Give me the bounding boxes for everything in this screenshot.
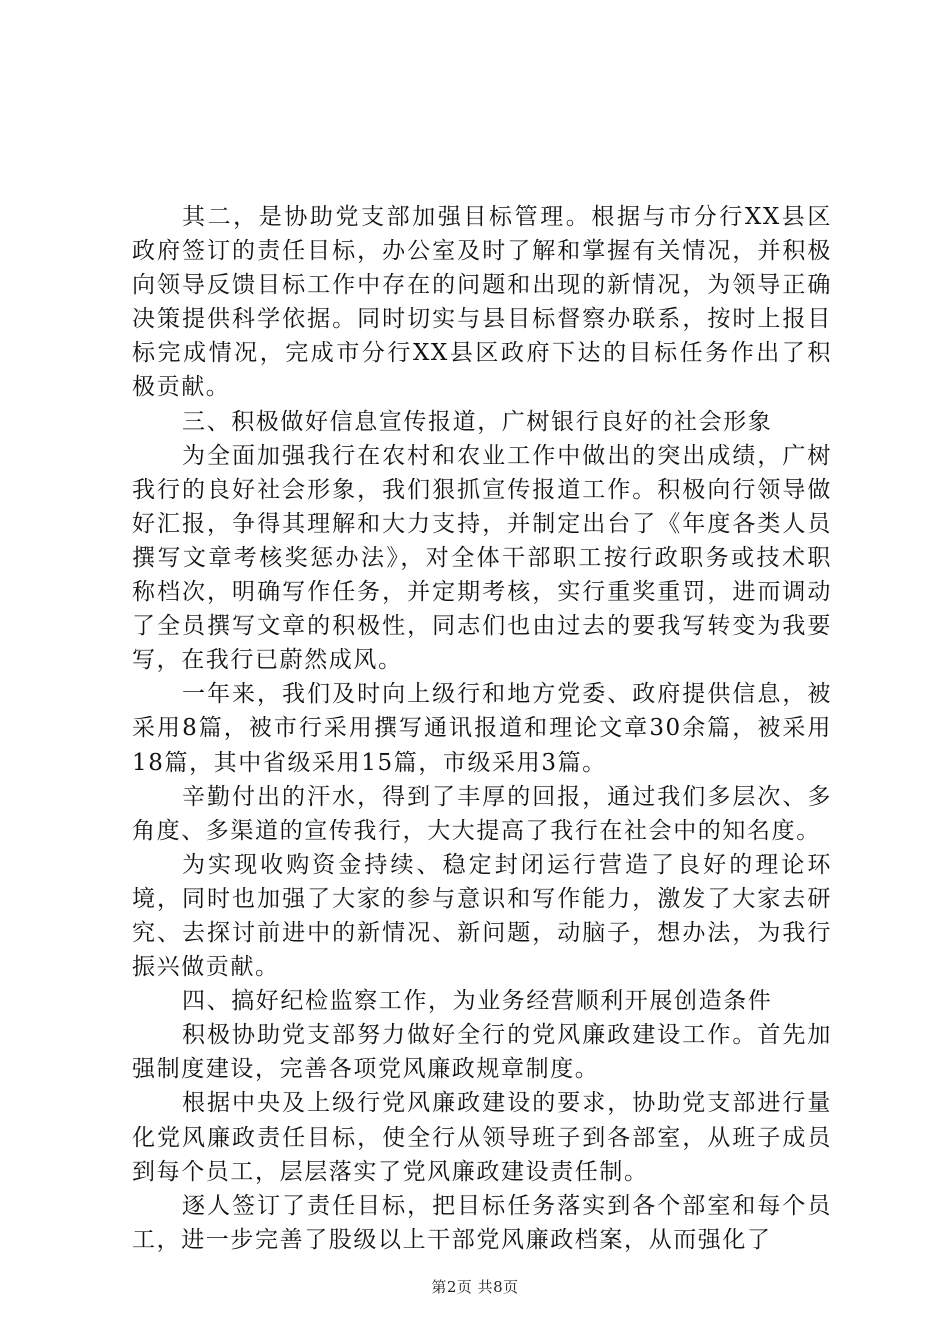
paragraph-publicity-work: 为全面加强我行在农村和农业工作中做出的突出成绩，广树我行的良好社会形象，我们狠抓宣传报道工作。积极向行领导做好汇报，争得其理解和大力支持，并制定出台了《年度各类人员撰写文章考核奖惩办法》，对全体干部职工按行政职务或技术职称档次，明确写作任务，并定期考核，实行重奖重罚，进而调动了全员撰写文章的积极性，同志们也由过去的要我写转变为我要写，在我行已蔚然成风。	[132, 442, 832, 674]
paragraph-reputation: 辛勤付出的汗水，得到了丰厚的回报，通过我们多层次、多角度、多渠道的宣传我行，大大提高了我行在社会中的知名度。	[132, 783, 832, 844]
document-body	[132, 200, 832, 1257]
section-heading-publicity: 三、积极做好信息宣传报道，广树银行良好的社会形象	[182, 408, 773, 435]
paragraph-responsibility-system: 根据中央及上级行党风廉政建设的要求，协助党支部进行量化党风廉政责任目标，使全行从领导班子到各部室，从班子成员到每个员工，层层落实了党风廉政建设责任制。	[132, 1090, 832, 1185]
section-heading-discipline: 四、搞好纪检监察工作，为业务经营顺利开展创造条件	[182, 988, 773, 1015]
paragraph-responsibility-targets: 逐人签订了责任目标，把目标任务落实到各个部室和每个员工，进一步完善了股级以上干部党风廉政档案，从而强化了	[132, 1192, 832, 1253]
page-number-footer: 第2页 共8页	[431, 1278, 519, 1296]
paragraph-environment: 为实现收购资金持续、稳定封闭运行营造了良好的理论环境，同时也加强了大家的参与意识和写作能力，激发了大家去研究、去探讨前进中的新情况、新问题，动脑子，想办法，为我行振兴做贡献。	[132, 851, 832, 981]
paragraph-integrity-system: 积极协助党支部努力做好全行的党风廉政建设工作。首先加强制度建设，完善各项党风廉政规章制度。	[132, 1022, 832, 1083]
paragraph-articles-adopted: 一年来，我们及时向上级行和地方党委、政府提供信息，被采用8篇，被市行采用撰写通讯报道和理论文章30余篇，被采用18篇，其中省级采用15篇，市级采用3篇。	[132, 681, 832, 776]
paragraph-target-management: 其二，是协助党支部加强目标管理。根据与市分行XX县区政府签订的责任目标，办公室及时了解和掌握有关情况，并积极向领导反馈目标工作中存在的问题和出现的新情况，为领导正确决策提供科学依据。同时切实与县目标督察办联系，按时上报目标完成情况，完成市分行XX县区政府下达的目标任务作出了积极贡献。	[132, 204, 832, 401]
